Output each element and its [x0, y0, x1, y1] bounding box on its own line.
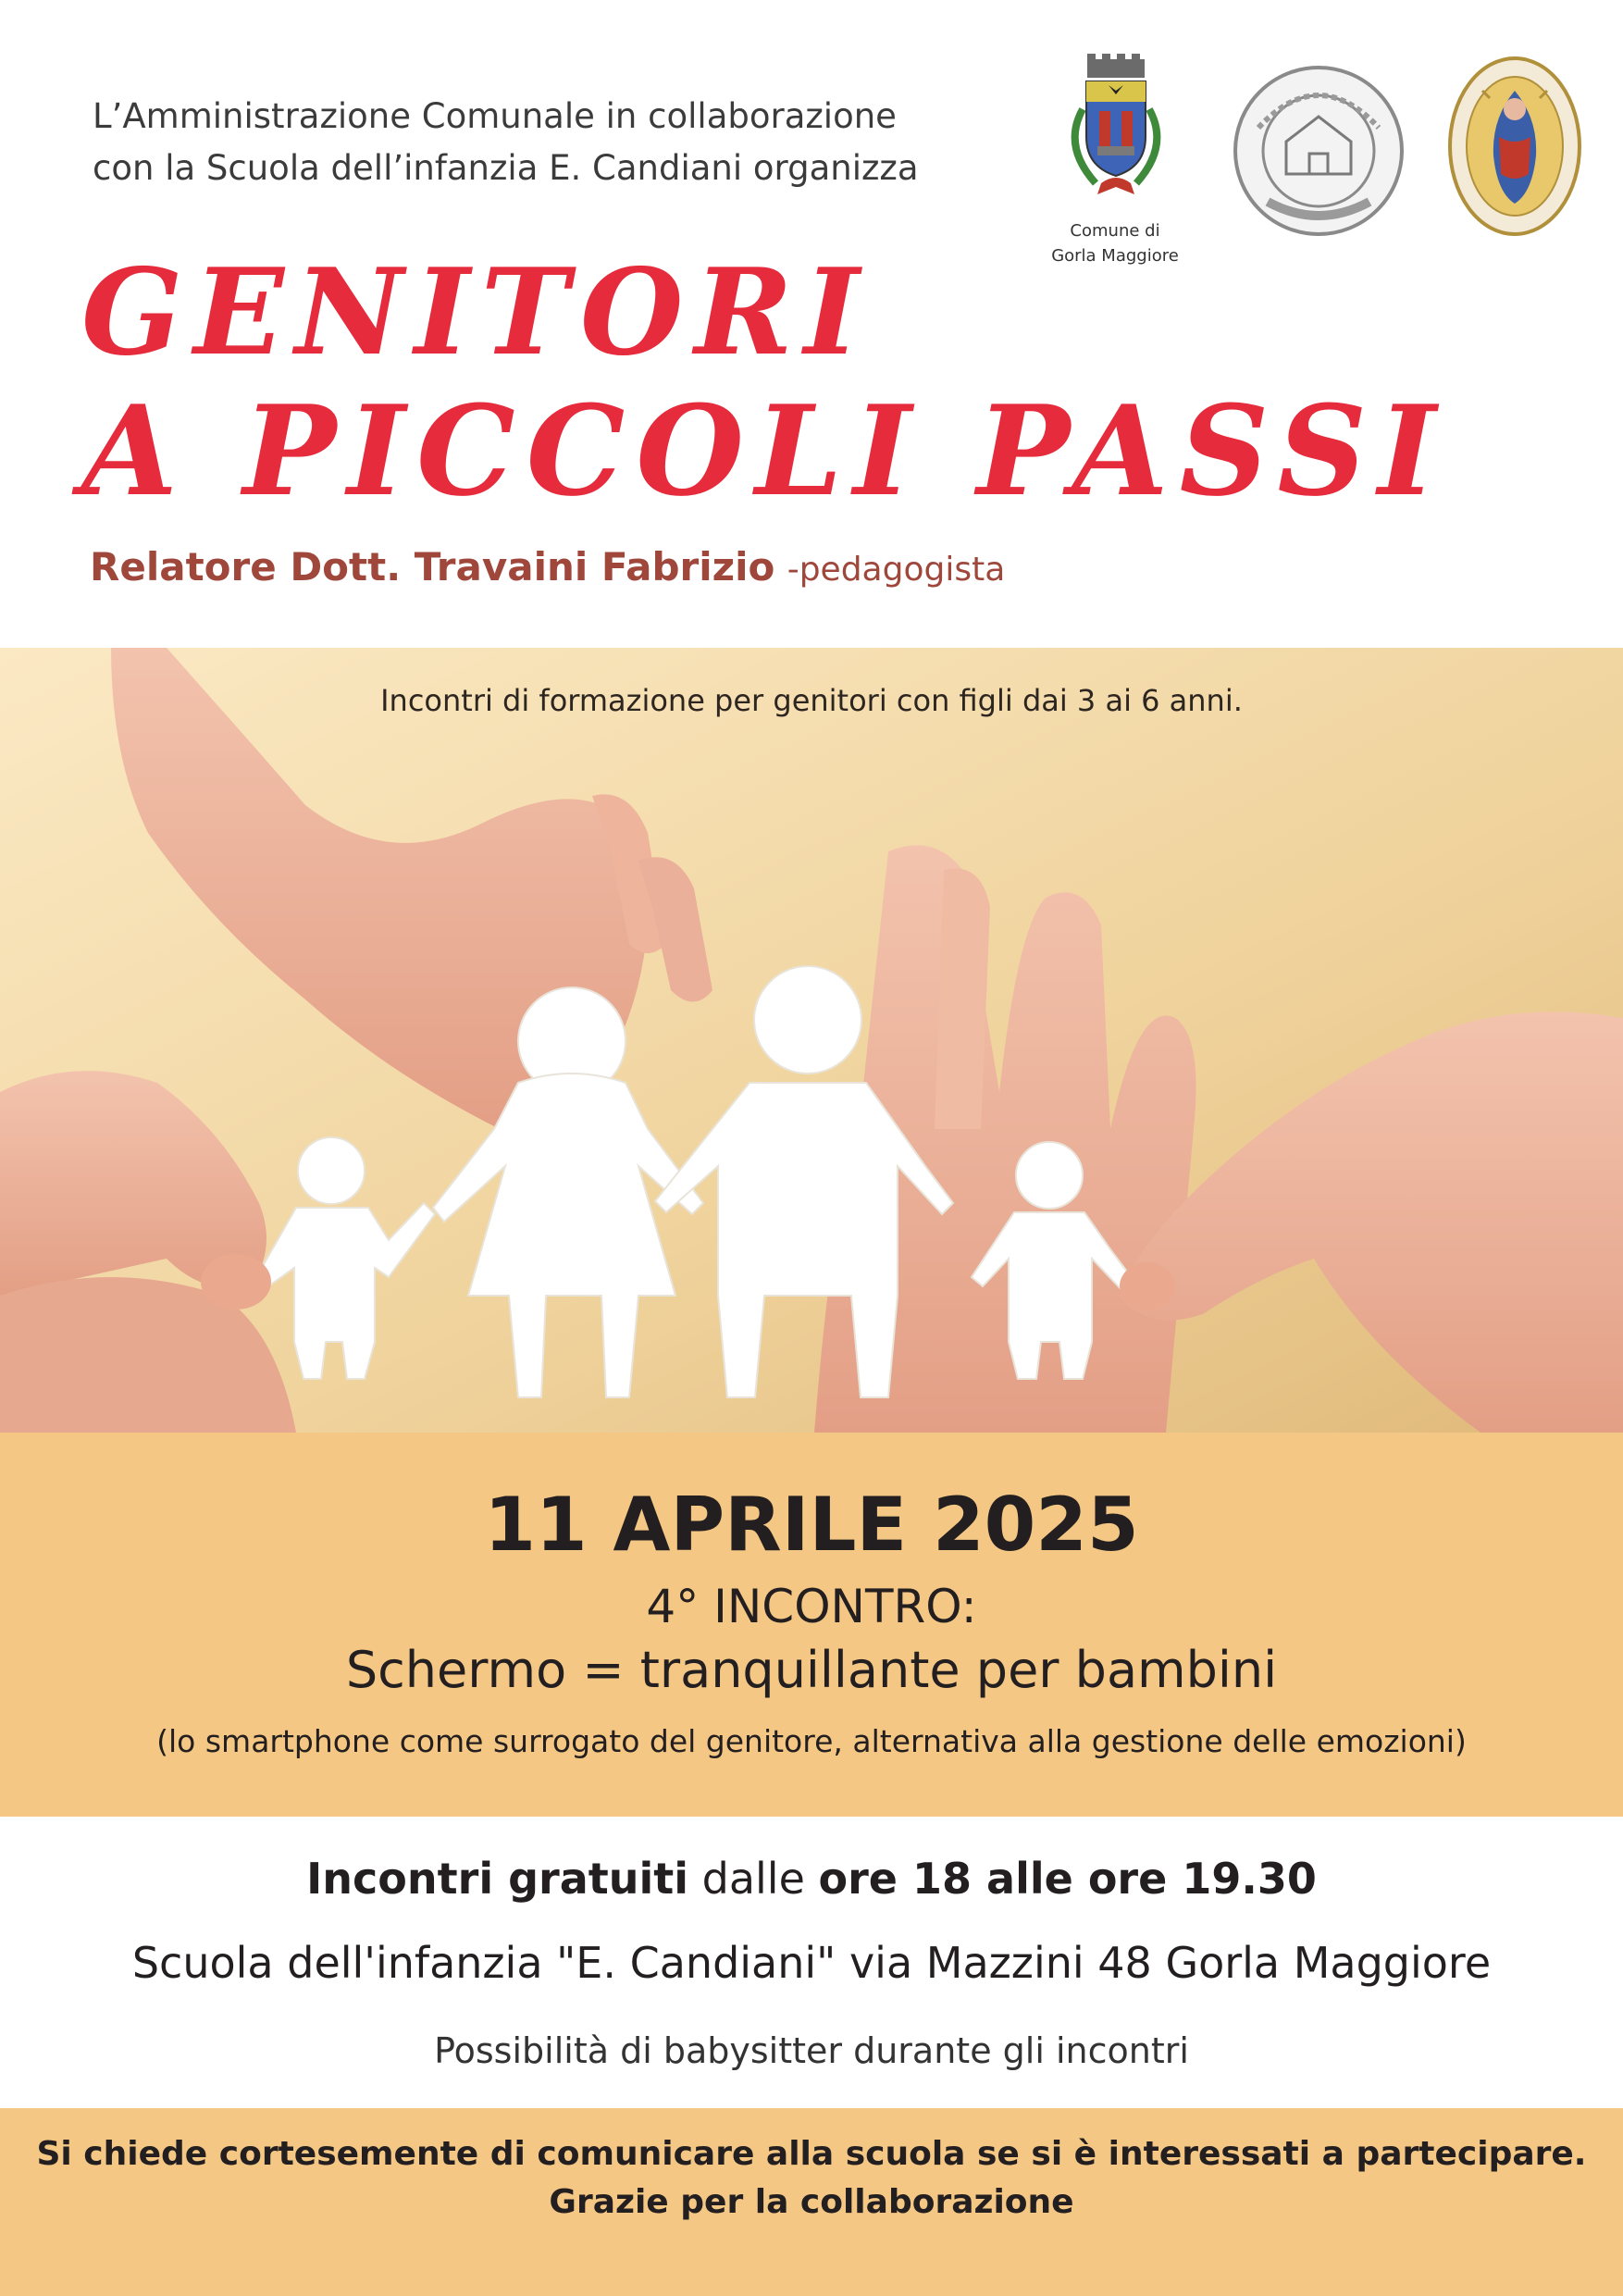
organizer-line-2: con la Scuola dell’infanzia E. Candiani organizza — [93, 148, 919, 188]
title-line-2: A PICCOLI PASSI — [81, 378, 1447, 524]
comune-caption-line-2: Gorla Maggiore — [1051, 246, 1179, 266]
parish-seal-icon — [1445, 54, 1584, 239]
babysitter-note: Possibilità di babysitter durante gli incontri — [434, 2030, 1189, 2071]
event-subtopic: (lo smartphone come surrogato del genitore, alternativa alla gestione delle emozioni) — [156, 1723, 1467, 1759]
hero-photo — [0, 648, 1623, 1433]
venue-address: Scuola dell'infanzia "E. Candiani" via Mazzini 48 Gorla Maggiore — [131, 1938, 1492, 1988]
hours-time: ore 18 alle ore 19.30 — [818, 1854, 1317, 1904]
footer-thanks: Grazie per la collaborazione — [549, 2183, 1074, 2221]
school-seal-logo — [1231, 63, 1406, 242]
hours-connector: dalle — [688, 1854, 819, 1904]
event-date: 11 APRILE 2025 — [484, 1482, 1139, 1568]
photo-caption: Incontri di formazione per genitori con figli dai 3 ai 6 anni. — [380, 683, 1243, 718]
event-topic: Schermo = tranquillante per bambini — [345, 1641, 1278, 1699]
event-session: 4° INCONTRO: — [646, 1580, 977, 1633]
comune-logo — [1046, 54, 1184, 268]
title-line-1: GENITORI — [81, 243, 871, 382]
speaker-line — [90, 540, 1005, 598]
organizer-line-1: L’Amministrazione Comunale in collaborazione — [93, 96, 897, 136]
hours-line — [0, 1848, 1623, 1909]
school-seal-icon — [1231, 63, 1406, 239]
coat-of-arms-icon — [1046, 54, 1184, 209]
speaker-role: -pedagogista — [787, 551, 1006, 589]
comune-caption-line-1: Comune di — [1070, 221, 1160, 241]
parish-seal-logo — [1445, 54, 1584, 242]
speaker-name: Relatore Dott. Travaini Fabrizio — [90, 544, 775, 590]
hours-free-label: Incontri gratuiti — [306, 1854, 689, 1904]
family-paper-cutout-photo — [0, 648, 1623, 1433]
organizer-text — [93, 91, 1018, 194]
footer-request: Si chiede cortesemente di comunicare alla scuola se si è interessati a partecipare. — [36, 2135, 1587, 2173]
